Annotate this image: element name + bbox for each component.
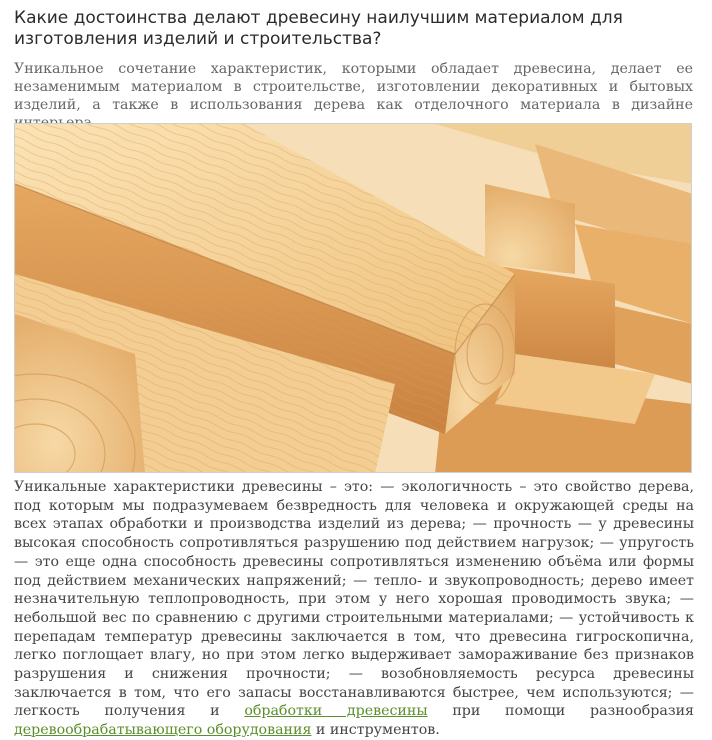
wood-processing-link[interactable]: обработки древесины: [244, 703, 428, 720]
article-title: Какие достоинства делают древесину наилучшим материалом для изготовления изделий и строительства?: [14, 8, 623, 49]
body-text-part-3: и инструментов.: [311, 722, 440, 739]
article-intro: Уникальное сочетание характеристик, которыми обладает древесина, делает ее незаменимым материалом в строительстве, изготовлении декоративных и бытовых изделий, а также в использования дерева как отделочного материала в дизайне: [14, 61, 693, 113]
article-body: [14, 478, 694, 740]
wooden-beams-photo: [14, 123, 692, 473]
woodworking-equipment-link[interactable]: деревообрабатывающего оборудования: [14, 722, 312, 739]
body-text-part-1: Уникальные характеристики древесины – это: — экологичность – это свойство дерева, под которым мы подразумеваем безвредность для человека и окружающей среды на всех этапах обработки и производства изделий из дерева; — прочность — у древесины высокая способность сопротивляться разрушению под действием нагрузок; — упругость — это еще одна способность древесины сопротивляться изменению объёма или формы под действием механических напряжений; — тепло- и звукопроводность; дерево имеет незначительную теплопроводность, при этом у него хорошая проводимость звука; — небольшой вес по сравнению с другими строительными материалами; — устойчивость к перепадам температур древесины заключается в том, что древесина гигроскопична, легко поглощает влагу, но при этом легко выдерживает замораживание без признаков разрушения и снижения прочности; — возобновляемость ресурса древесины заключается в том, что его запасы восстанавливаются быстрее, чем используются; — легкость получения и: [14, 479, 694, 720]
body-text-part-2: при помощи разнообразия: [427, 703, 694, 720]
